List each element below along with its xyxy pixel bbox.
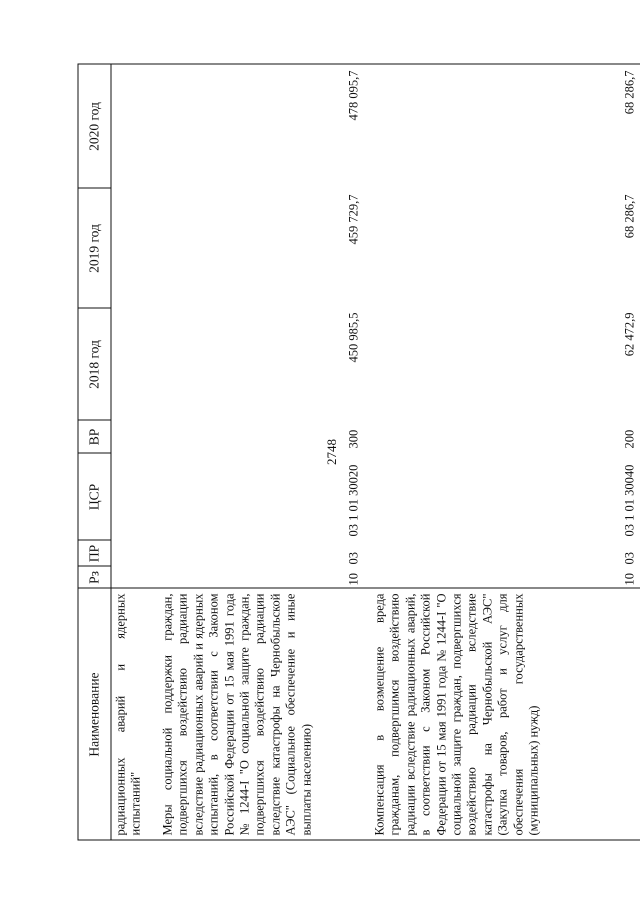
row-1-name: Меры социальной поддержки граждан, подвергшихся воздействию радиации вследствие радиационных аварий и ядерных испытаний, в соответствии с Законом Российской Федерации от 15 мая 1991 года № 1244-I "О социальной защите граждан, подвергшихся воздействию радиации вследствие катастрофы на Чернобыльской АЭС" (Социальное обеспечение и иные выплаты населению) — [160, 593, 313, 836]
header-2019: 2019 год — [85, 224, 101, 273]
table-right-border — [77, 64, 640, 65]
table-left-border — [77, 840, 640, 841]
header-2020: 2020 год — [85, 102, 101, 151]
row-2-name: Компенсация в возмещение вреда гражданам, подвергшимся воздействию радиации вследствие радиационных аварий, в соответствии с Законом Российской Федерации от 15 мая 1991 года № 1244-I "О социальной защите граждан, подвергшихся воздействию радиации вследствие катастрофы на Чернобыльской АЭС" (Закупка товаров, работ и услуг для обеспечения государственных (муниципальных) нужд) — [372, 593, 541, 836]
row-2-vr: 200 — [622, 429, 636, 449]
header-vr: ВР — [85, 428, 101, 446]
header-2018: 2018 год — [85, 340, 101, 389]
row-1-rz: 10 — [346, 573, 360, 586]
row-1-pr: 03 — [346, 552, 360, 565]
budget-table — [77, 64, 640, 841]
header-name: Наименование — [85, 672, 101, 757]
carryover-name: радиационных аварий и ядерных испытаний" — [113, 593, 143, 836]
header-pr: ПР — [85, 544, 101, 563]
row-1-2019: 459 729,7 — [346, 194, 360, 245]
row-1-vr: 300 — [346, 429, 360, 449]
row-2-rz: 10 — [622, 573, 636, 586]
row-2-pr: 03 — [622, 552, 636, 565]
row-2-csr: 03 1 01 30040 — [622, 464, 636, 537]
row-1-csr: 03 1 01 30020 — [346, 464, 360, 537]
row-2-2018: 62 472,9 — [622, 312, 636, 357]
row-1-2018: 450 985,5 — [346, 312, 360, 363]
header-rz: Рз — [85, 571, 101, 584]
header-csr: ЦСР — [85, 483, 101, 511]
col-divider-name — [77, 588, 640, 589]
page-number: 2748 — [324, 439, 339, 465]
row-1-2020: 478 095,7 — [346, 70, 360, 121]
row-2-2020: 68 286,7 — [622, 70, 636, 115]
row-2-2019: 68 286,7 — [622, 194, 636, 239]
